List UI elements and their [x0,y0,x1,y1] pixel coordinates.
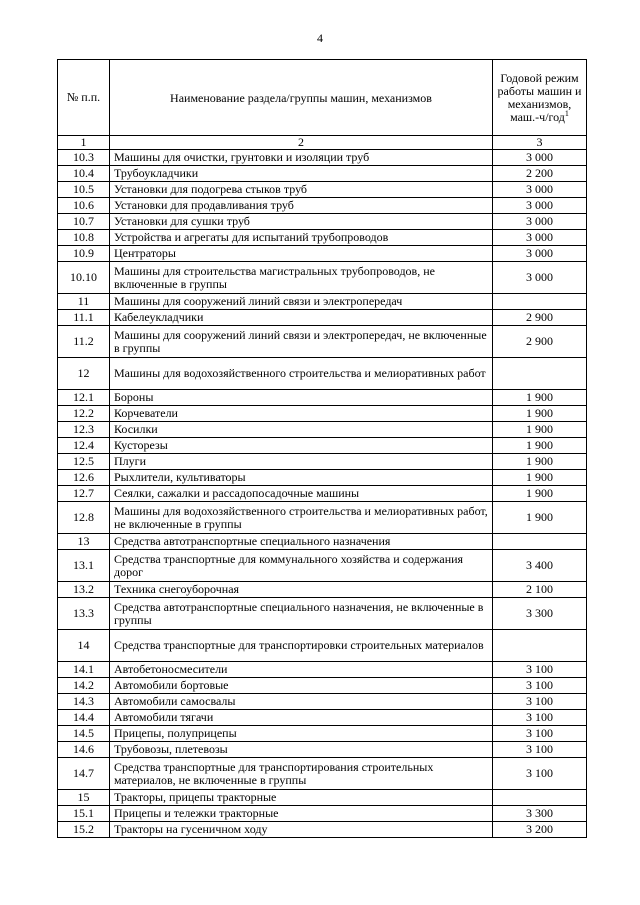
row-name: Машины для строительства магистральных трубопроводов, не включенные в группы [110,262,493,294]
row-number: 12.6 [58,470,110,486]
table-row [58,534,587,550]
row-number: 15 [58,790,110,806]
row-name: Автобетоносмесители [110,662,493,678]
row-value: 2 900 [493,310,587,326]
table-row [58,758,587,790]
table-row [58,598,587,630]
row-number: 13.2 [58,582,110,598]
row-value: 3 000 [493,150,587,166]
table-row [58,742,587,758]
page-number: 4 [317,31,323,45]
row-name: Машины для сооружений линий связи и электропередач, не включенные в группы [110,326,493,358]
row-number: 11.2 [58,326,110,358]
row-number: 15.2 [58,822,110,838]
row-name: Установки для сушки труб [110,214,493,230]
row-number: 14.7 [58,758,110,790]
row-value [493,630,587,662]
row-value: 1 900 [493,422,587,438]
table-row [58,454,587,470]
row-number: 14.5 [58,726,110,742]
row-name: Центраторы [110,246,493,262]
row-name: Машины для водохозяйственного строительства и мелиоративных работ [110,358,493,390]
header-value-footnote: 1 [564,108,569,118]
row-value: 3 000 [493,182,587,198]
table-body [58,150,587,838]
row-value [493,358,587,390]
row-number: 13.1 [58,550,110,582]
row-number: 10.4 [58,166,110,182]
row-number: 10.8 [58,230,110,246]
row-name: Машины для водохозяйственного строительства и мелиоративных работ, не включенные в группы [110,502,493,534]
row-name: Сеялки, сажалки и рассадопосадочные машины [110,486,493,502]
row-name: Кабелеукладчики [110,310,493,326]
row-name: Техника снегоуборочная [110,582,493,598]
table-row [58,726,587,742]
row-value: 3 100 [493,726,587,742]
row-name: Прицепы, полуприцепы [110,726,493,742]
table-row [58,310,587,326]
row-name: Кусторезы [110,438,493,454]
row-number: 14.2 [58,678,110,694]
row-name: Машины для очистки, грунтовки и изоляции труб [110,150,493,166]
row-number: 10.5 [58,182,110,198]
table-row [58,262,587,294]
column-index: 3 [493,136,587,150]
machinery-table [57,59,587,838]
table-row [58,166,587,182]
row-value [493,534,587,550]
table-row [58,502,587,534]
row-value: 3 100 [493,694,587,710]
row-name: Корчеватели [110,406,493,422]
row-number: 12.7 [58,486,110,502]
row-name: Рыхлители, культиваторы [110,470,493,486]
row-number: 14 [58,630,110,662]
table-row [58,662,587,678]
row-value: 1 900 [493,502,587,534]
row-name: Средства транспортные для коммунального хозяйства и содержания дорог [110,550,493,582]
row-value: 3 100 [493,678,587,694]
row-value: 2 900 [493,326,587,358]
table-row [58,822,587,838]
row-value: 3 400 [493,550,587,582]
row-value: 3 100 [493,758,587,790]
row-name: Автомобили самосвалы [110,694,493,710]
row-number: 11 [58,294,110,310]
row-number: 14.4 [58,710,110,726]
row-name: Бороны [110,390,493,406]
table-row [58,710,587,726]
row-value: 3 000 [493,246,587,262]
row-name: Автомобили бортовые [110,678,493,694]
row-value [493,790,587,806]
row-name: Средства транспортные для транспортирования строительных материалов, не включенные в группы [110,758,493,790]
row-number: 12.1 [58,390,110,406]
row-number: 10.6 [58,198,110,214]
table-row [58,678,587,694]
table-header-row [58,60,587,136]
row-number: 12.8 [58,502,110,534]
row-value: 3 200 [493,822,587,838]
row-value: 1 900 [493,454,587,470]
row-value: 3 000 [493,214,587,230]
table-row [58,486,587,502]
table-row [58,358,587,390]
row-value: 1 900 [493,470,587,486]
row-number: 12.5 [58,454,110,470]
row-number: 12.3 [58,422,110,438]
row-name: Средства автотранспортные специального назначения [110,534,493,550]
row-value: 1 900 [493,486,587,502]
row-name: Прицепы и тележки тракторные [110,806,493,822]
column-index: 2 [110,136,493,150]
row-name: Устройства и агрегаты для испытаний трубопроводов [110,230,493,246]
table-row [58,422,587,438]
row-name: Косилки [110,422,493,438]
row-number: 15.1 [58,806,110,822]
column-index-row [58,136,587,150]
row-value: 3 300 [493,806,587,822]
row-value: 2 200 [493,166,587,182]
row-number: 10.10 [58,262,110,294]
table-row [58,582,587,598]
row-number: 14.3 [58,694,110,710]
table-row [58,230,587,246]
table-row [58,406,587,422]
row-value: 1 900 [493,390,587,406]
table-row [58,198,587,214]
column-index: 1 [58,136,110,150]
row-number: 10.7 [58,214,110,230]
row-name: Тракторы на гусеничном ходу [110,822,493,838]
row-value: 3 100 [493,710,587,726]
row-name: Средства автотранспортные специального назначения, не включенные в группы [110,598,493,630]
table-row [58,550,587,582]
table-row [58,326,587,358]
table-row [58,694,587,710]
table-row [58,790,587,806]
row-name: Трубовозы, плетевозы [110,742,493,758]
row-number: 13 [58,534,110,550]
header-value [493,60,587,136]
row-name: Установки для подогрева стыков труб [110,182,493,198]
row-number: 10.9 [58,246,110,262]
row-number: 14.6 [58,742,110,758]
row-value: 3 100 [493,742,587,758]
row-value: 3 000 [493,198,587,214]
table-row [58,182,587,198]
table-row [58,294,587,310]
header-name: Наименование раздела/группы машин, механизмов [110,60,493,136]
row-name: Автомобили тягачи [110,710,493,726]
table-row [58,214,587,230]
header-value-text: Годовой режим работы машин и механизмов, маш.-ч/год [497,70,582,124]
row-number: 13.3 [58,598,110,630]
row-name: Трубоукладчики [110,166,493,182]
row-value [493,294,587,310]
row-number: 12.2 [58,406,110,422]
row-value: 1 900 [493,406,587,422]
header-num: № п.п. [58,60,110,136]
row-name: Машины для сооружений линий связи и электропередач [110,294,493,310]
row-value: 2 100 [493,582,587,598]
row-value: 3 000 [493,230,587,246]
table-row [58,150,587,166]
row-name: Средства транспортные для транспортировки строительных материалов [110,630,493,662]
table-row [58,246,587,262]
row-value: 3 000 [493,262,587,294]
row-number: 11.1 [58,310,110,326]
row-name: Плуги [110,454,493,470]
row-number: 12.4 [58,438,110,454]
row-name: Тракторы, прицепы тракторные [110,790,493,806]
row-number: 10.3 [58,150,110,166]
row-value: 3 300 [493,598,587,630]
row-value: 3 100 [493,662,587,678]
table-row [58,806,587,822]
row-number: 14.1 [58,662,110,678]
table-row [58,470,587,486]
table-row [58,438,587,454]
row-value: 1 900 [493,438,587,454]
table-row [58,390,587,406]
table-row [58,630,587,662]
row-name: Установки для продавливания труб [110,198,493,214]
row-number: 12 [58,358,110,390]
